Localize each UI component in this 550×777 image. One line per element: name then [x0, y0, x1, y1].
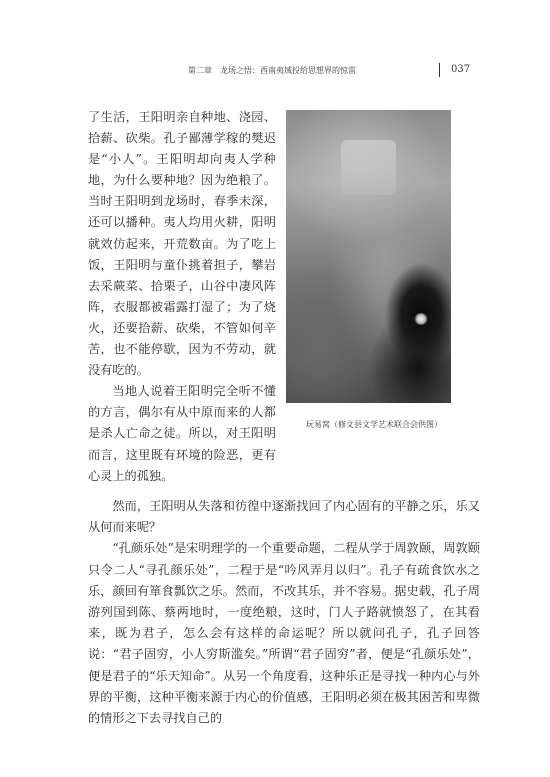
header-divider [439, 63, 440, 77]
photo-caption: 玩易窝（修文县文学艺术联合会供图） [306, 420, 442, 429]
full-width-text [88, 496, 480, 729]
cave-light [414, 313, 428, 325]
chapter-title: 第二章 龙场之悟：西南夷域投给思想界的惊雷 [188, 66, 356, 75]
paragraph: 当地人说着王阳明完全听不懂的方言，偶尔有从中原而来的人都是杀人亡命之徒。所以，对王阳明而言，这里既有环境的险恶，更有心灵上的孤独。 [88, 384, 276, 483]
page-number: 037 [451, 64, 471, 75]
inscription-area [341, 140, 396, 195]
cave-photo [286, 110, 451, 403]
paragraph: 了生活，王阳明亲自种地、浇园、拾薪、砍柴。孔子鄙薄学稼的樊迟是“小人”。王阳明却向夷人学种地，为什么要种地？因为绝粮了。当时王阳明到龙场时，春季未深，还可以播种。夷人均用火耕，阳明就效仿起来，开荒数亩。为了吃上饭，王阳明与童仆挑着担子，攀岩去采蕨菜、拾栗子，山谷中凄风阵阵，衣服都被霜露打湿了；为了烧火，还要拾薪、砍柴，不管如何辛苦，也不能停歇，因为不劳动，就没有吃的。 [88, 110, 276, 378]
paragraph: 然而，王阳明从失落和彷徨中逐渐找回了内心固有的平静之乐，乐又从何而来呢？ [88, 499, 480, 535]
paragraph: “孔颜乐处”是宋明理学的一个重要命题，二程从学于周敦颐，周敦颐只令二人“寻孔颜乐处”，二程于是“吟风弄月以归”。孔子有疏食饮水之乐，颜回有箪食瓢饮之乐。然而，不改其乐，并不容易。据史载，孔子周游列国到陈、蔡两地时，一度绝粮，这时，门人子路就愤怒了，在其看来，既为君子，怎么会有这样的命运呢？所以就问孔子，孔子回答说：“君子固穷，小人穷斯滥矣。”所谓“君子固穷”者，便是“孔颜乐处”，便是君子的“乐天知命”。从另一个角度看，这种乐正是寻找一种内心与外界的平衡，这种平衡来源于内心的价值感，王阳明必须在极其困苦和卑微的情形之下去寻找自己的 [88, 541, 480, 726]
running-header [0, 63, 550, 79]
left-column-text [88, 107, 276, 487]
